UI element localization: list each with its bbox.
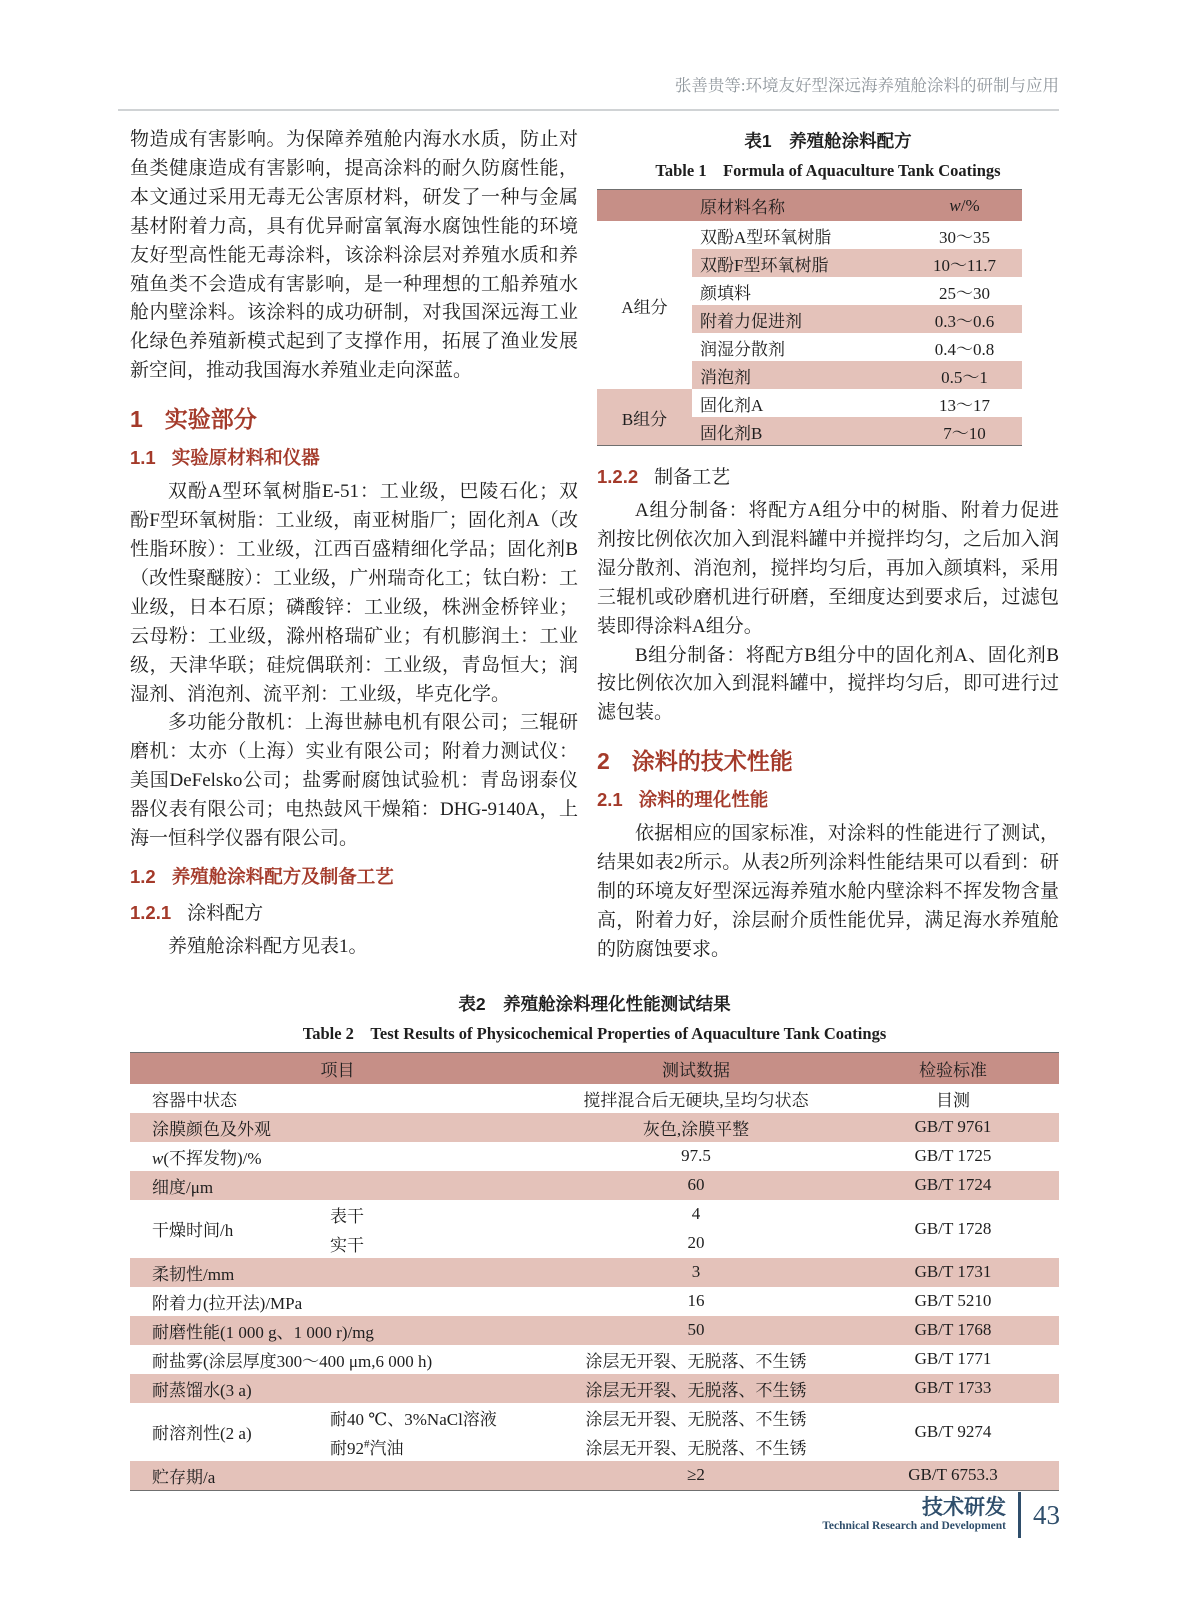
table1-group-label: A组分: [621, 297, 668, 317]
table1-row: [597, 389, 1022, 417]
section-1-2-number: 1.2: [130, 865, 156, 887]
section-2-1-number: 2.1: [597, 789, 623, 811]
table2-data-cell: 4: [691, 1204, 701, 1224]
table2-standard-cell: GB/T 1725: [914, 1146, 992, 1166]
table1-material-cell: 消泡剂: [692, 361, 907, 389]
table2-header-data: 测试数据: [545, 1052, 847, 1084]
table2-row: [130, 1200, 1059, 1229]
table1-value-cell: 7～10: [907, 417, 1022, 446]
table2-row: [130, 1171, 1059, 1200]
footer-section-cn: 技术研发: [922, 1496, 1006, 1519]
table2-body: [130, 1084, 1059, 1491]
table2-item-cell: 干燥时间/h: [152, 1221, 234, 1241]
table2-subitem-cell: 耐40 ℃、3%NaCl溶液: [330, 1409, 497, 1429]
right-column: [597, 126, 1059, 965]
table2-item-cell: 耐磨性能(1 000 g、1 000 r)/mg: [130, 1316, 545, 1345]
two-column-layout: [130, 126, 1059, 965]
section-1-2-1-title: 涂料配方: [187, 902, 264, 924]
table2-data-cell: 搅拌混合后无硬块,呈均匀状态: [583, 1090, 809, 1110]
table2-data-cell: 涂层无开裂、无脱落、不生锈: [585, 1409, 807, 1429]
table2-subitem-cell: 实干: [330, 1235, 364, 1255]
section-2-1-heading: [597, 786, 1059, 812]
table2-data-cell: ≥2: [545, 1461, 847, 1491]
table1-body: [597, 221, 1022, 446]
section-1-2-2-number: 1.2.2: [597, 466, 639, 487]
table2-data-cell: 20: [687, 1233, 705, 1253]
table2-standard-cell: GB/T 5210: [914, 1291, 992, 1311]
section-1-2-2-title: 制备工艺: [654, 467, 731, 488]
table2-row: [130, 1345, 1059, 1374]
table2-data-cell: 3: [545, 1258, 847, 1287]
table1-group-label: B组分: [597, 389, 692, 446]
performance-paragraph: 依据相应的国家标准，对涂料的性能进行了测试，结果如表2所示。从表2所列涂料性能结果可以看到：研制的环境友好型深远海养殖水舱内壁涂料不挥发物含量高，附着力好，涂层耐介质性能优异，满足海水养殖舱的防腐蚀要求。: [597, 823, 1059, 960]
table2-item-cell: 贮存期/a: [130, 1461, 545, 1491]
table2-data-cell: 16: [687, 1291, 705, 1311]
table2-test-results: [130, 1052, 1059, 1491]
table2-subitem-cell: 耐92#汽油: [330, 1438, 404, 1458]
table1-material-cell: 颜填料: [700, 283, 751, 303]
page-footer: [822, 1492, 1060, 1538]
table2-row: [130, 1258, 1059, 1287]
table1-value-cell: 10～11.7: [907, 249, 1022, 277]
table2-standard-cell: 目测: [936, 1090, 970, 1110]
intro-paragraph: 物造成有害影响。为保障养殖舱内海水水质，防止对鱼类健康造成有害影响，提高涂料的耐久防腐性能，本文通过采用无毒无公害原材料，研发了一种与金属基材附着力高，具有优异耐富氧海水腐蚀性能的环境友好型高性能无毒涂料，该涂料涂层对养殖水质和养殖鱼类不会造成有害影响，是一种理想的工船养殖水舱内壁涂料。该涂料的成功研制，对我国深远海工业化绿色养殖新模式起到了支撑作用，拓展了渔业发展新空间，推动我国海水养殖业走向深蓝。: [130, 129, 578, 382]
table2-data-cell: 97.5: [681, 1146, 711, 1166]
table1-material-cell: 双酚A型环氧树脂: [700, 227, 832, 247]
footer-divider: [1018, 1492, 1021, 1538]
section-1-1-number: 1.1: [130, 447, 156, 469]
table2-row: [130, 1113, 1059, 1142]
instruments-paragraph: 多功能分散机：上海世赫电机有限公司；三辊研磨机：太亦（上海）实业有限公司；附着力测试仪：美国DeFelsko公司；盐雾耐腐蚀试验机：青岛诩泰仪器仪表有限公司；电热鼓风干燥箱：DHG-9140A，上海一恒科学仪器有限公司。: [130, 712, 578, 850]
table2-item-cell: 耐盐雾(涂层厚度300～400 μm,6 000 h): [152, 1351, 433, 1371]
page-number: 43: [1033, 1499, 1060, 1530]
table2-item-cell: 容器中状态: [152, 1090, 237, 1110]
table1-header-material: 原材料名称: [692, 190, 907, 222]
section-1-1-heading: [130, 444, 578, 470]
table2-row: [130, 1316, 1059, 1345]
prep-b-paragraph: B组分制备：将配方B组分中的固化剂A、固化剂B按比例依次加入到混料罐中，搅拌均匀后，即可进行过滤包装。: [597, 644, 1059, 724]
table2-standard-cell: GB/T 9274: [914, 1421, 992, 1441]
table2-caption-en: Table 2 Test Results of Physicochemical Properties of Aquaculture Tank Coatings: [302, 1023, 887, 1043]
footer-section-en: Technical Research and Development: [822, 1520, 1006, 1532]
table2-item-cell: w(不挥发物)/%: [152, 1148, 262, 1168]
table2-caption-cn: 表2 养殖舱涂料理化性能测试结果: [458, 993, 731, 1014]
section-1-2-title: 养殖舱涂料配方及制备工艺: [171, 865, 394, 887]
table1-material-cell: 附着力促进剂: [692, 305, 907, 333]
running-head: 张善贵等:环境友好型深远海养殖舱涂料的研制与应用: [118, 72, 1059, 111]
table2-standard-cell: GB/T 1771: [914, 1349, 992, 1369]
table1-caption-cn: 表1 养殖舱涂料配方: [744, 131, 912, 151]
table2-subitem-cell: 表干: [330, 1206, 364, 1226]
table2-row: [130, 1287, 1059, 1316]
table2-standard-cell: GB/T 9761: [847, 1113, 1059, 1142]
table1-value-cell: 0.4～0.8: [934, 339, 995, 359]
prep-a-paragraph: A组分制备：将配方A组分中的树脂、附着力促进剂按比例依次加入到混料罐中并搅拌均匀，之后加入润湿分散剂、消泡剂，搅拌均匀后，再加入颜填料，采用三辊机或砂磨机进行研磨，至细度达到要求后，过滤包装即得涂料A组分。: [597, 500, 1059, 637]
footer-section-block: [822, 1496, 1006, 1534]
table2-section: [130, 991, 1059, 1491]
table2-data-cell: 60: [545, 1171, 847, 1200]
w-unit: /%: [960, 195, 980, 215]
table2-row: [130, 1374, 1059, 1403]
table2-header: [130, 1052, 1059, 1084]
table1-value-cell: 30～35: [939, 227, 990, 247]
table2-header-row: [130, 1052, 1059, 1084]
table1-value-cell: 0.3～0.6: [907, 305, 1022, 333]
section-2-1-title: 涂料的理化性能: [638, 789, 769, 811]
table2-row: [130, 1461, 1059, 1491]
section-1-2-1-number: 1.2.1: [130, 901, 172, 923]
section-1-1-title: 实验原材料和仪器: [171, 447, 320, 469]
section-1-heading: [130, 401, 578, 434]
section-1-2-2-heading: [597, 462, 1059, 489]
table1-material-cell: 双酚F型环氧树脂: [692, 249, 907, 277]
table2-item-cell: 耐蒸馏水(3 a): [130, 1374, 545, 1403]
table1-caption-en: Table 1 Formula of Aquaculture Tank Coatings: [655, 161, 1001, 180]
table1-value-cell: 25～30: [939, 283, 990, 303]
table2-standard-cell: GB/T 1731: [847, 1258, 1059, 1287]
table2-item-cell: 附着力(拉开法)/MPa: [152, 1293, 303, 1313]
table1-header: [597, 190, 1022, 222]
table2-item-cell: 耐溶剂性(2 a): [152, 1424, 252, 1444]
section-2-number: 2: [597, 748, 610, 775]
table1-header-w: [907, 190, 1022, 222]
table1-row: [597, 221, 1022, 249]
table2-data-cell: 涂层无开裂、无脱落、不生锈: [585, 1351, 807, 1371]
table2-row: [130, 1084, 1059, 1113]
table2-row: [130, 1403, 1059, 1432]
table1-formula: [597, 189, 1022, 446]
table1-header-row: [597, 190, 1022, 222]
section-1-number: 1: [130, 406, 143, 433]
table1-material-cell: 固化剂A: [700, 395, 764, 415]
materials-paragraph: 双酚A型环氧树脂E-51：工业级，巴陵石化；双酚F型环氧树脂：工业级，南亚树脂厂；固化剂A（改性脂环胺）：工业级，江西百盛精细化学品；固化剂B（改性聚醚胺）：工业级，广州瑞奇化工；钛白粉：工业级，日本石原；磷酸锌：工业级，株洲金桥锌业；云母粉：工业级，滁州格瑞矿业；有机膨润土：工业级，天津华联；硅烷偶联剂：工业级，青岛恒大；润湿剂、消泡剂、流平剂：工业级，毕克化学。: [130, 481, 578, 705]
section-1-title: 实验部分: [164, 406, 257, 433]
table2-standard-cell: GB/T 1728: [914, 1218, 992, 1238]
table2-row: [130, 1142, 1059, 1171]
table1-material-cell: 固化剂B: [692, 417, 907, 446]
w-symbol: w: [949, 195, 961, 215]
section-1-2-1-heading: [130, 898, 578, 925]
table2-data-cell: 涂层无开裂、无脱落、不生锈: [545, 1374, 847, 1403]
table2-standard-cell: GB/T 6753.3: [847, 1461, 1059, 1491]
table2-header-standard: 检验标准: [847, 1052, 1059, 1084]
page-content: [130, 126, 1059, 1491]
table1-value-cell: 0.5～1: [907, 361, 1022, 389]
table2-standard-cell: GB/T 1724: [847, 1171, 1059, 1200]
table2-header-item: 项目: [130, 1052, 545, 1084]
section-2-heading: [597, 743, 1059, 776]
section-1-2-heading: [130, 863, 578, 889]
table2-data-cell: 50: [545, 1316, 847, 1345]
table2-item-cell: 细度/μm: [130, 1171, 545, 1200]
table1-value-cell: 13～17: [939, 395, 990, 415]
table2-item-cell: 柔韧性/mm: [130, 1258, 545, 1287]
formula-reference-paragraph: 养殖舱涂料配方见表1。: [168, 935, 368, 957]
left-column: [130, 126, 578, 965]
table2-standard-cell: GB/T 1768: [847, 1316, 1059, 1345]
table2-standard-cell: GB/T 1733: [847, 1374, 1059, 1403]
section-2-title: 涂料的技术性能: [631, 748, 793, 775]
table2-data-cell: 涂层无开裂、无脱落、不生锈: [585, 1438, 807, 1458]
table1-header-group-cell: [597, 190, 692, 222]
table2-item-cell: 涂膜颜色及外观: [130, 1113, 545, 1142]
table2-data-cell: 灰色,涂膜平整: [545, 1113, 847, 1142]
table1-material-cell: 润湿分散剂: [700, 339, 785, 359]
